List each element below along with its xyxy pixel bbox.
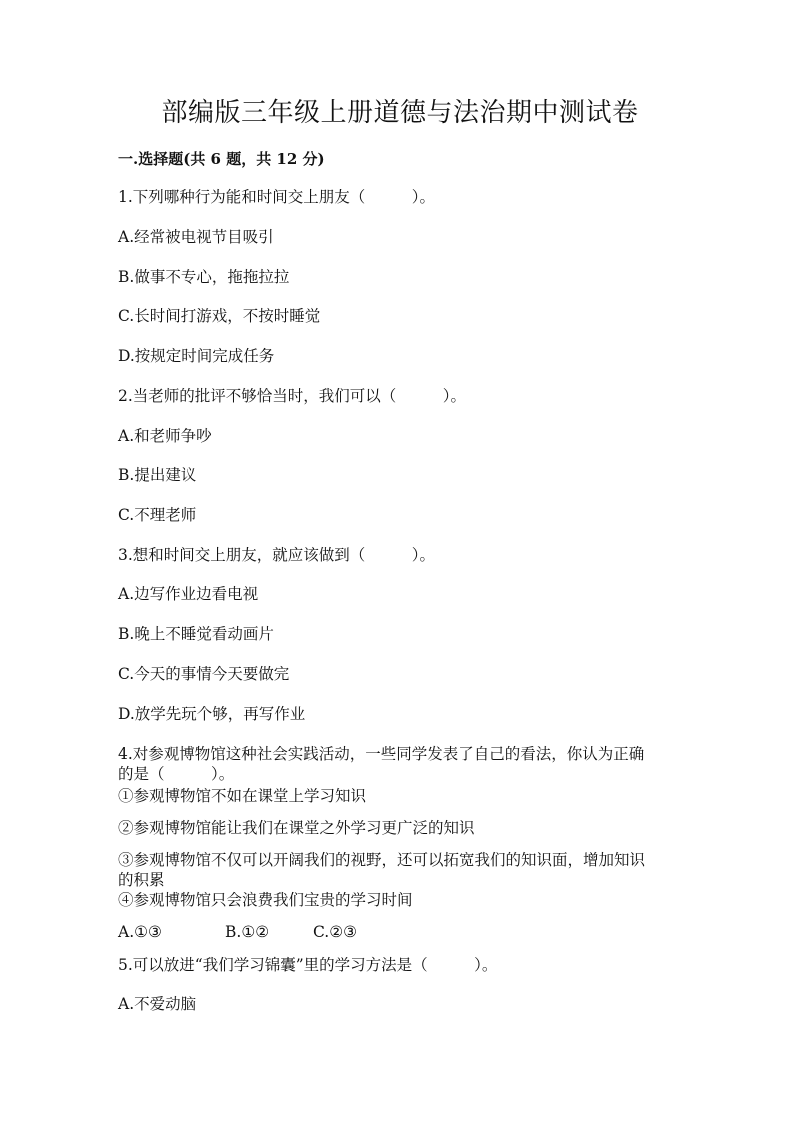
question-1-option-d: D.按规定时间完成任务 (118, 347, 275, 365)
page-title: 部编版三年级上册道德与法治期中测试卷 (161, 98, 639, 128)
section-heading: 一.选择题(共 6 题，共 12 分) (118, 150, 325, 168)
question-4-stem-line-1: 4.对参观博物馆这种社会实践活动，一些同学发表了自己的看法，你认为正确 (118, 745, 645, 763)
question-2-option-a: A.和老师争吵 (118, 427, 212, 445)
question-2-option-b: B.提出建议 (118, 466, 197, 484)
question-1-option-b: B.做事不专心，拖拖拉拉 (118, 268, 290, 286)
question-4-options (118, 923, 357, 941)
question-4-statement-4: ④参观博物馆只会浪费我们宝贵的学习时间 (118, 891, 413, 909)
question-4-statement-2: ②参观博物馆能让我们在课堂之外学习更广泛的知识 (118, 819, 475, 837)
question-4-option-c: C.②③ (313, 923, 358, 941)
question-3-option-b: B.晚上不睡觉看动画片 (118, 625, 274, 643)
question-3-stem: 3.想和时间交上朋友，就应该做到（ ）。 (118, 546, 436, 564)
question-3-option-a: A.边写作业边看电视 (118, 585, 259, 603)
question-1-option-a: A.经常被电视节目吸引 (118, 228, 274, 246)
question-4-statement-3-line-1: ③参观博物馆不仅可以开阔我们的视野，还可以拓宽我们的知识面，增加知识 (118, 851, 646, 869)
question-3-option-c: C.今天的事情今天要做完 (118, 665, 290, 683)
question-1-option-c: C.长时间打游戏，不按时睡觉 (118, 307, 321, 325)
question-4-option-a: A.①③ (118, 923, 162, 941)
question-2-stem: 2.当老师的批评不够恰当时，我们可以（ ）。 (118, 387, 467, 405)
question-5-stem: 5.可以放进“我们学习锦囊”里的学习方法是（ ）。 (118, 956, 498, 974)
question-4-statement-1: ①参观博物馆不如在课堂上学习知识 (118, 787, 367, 805)
question-4-statement-3-line-2: 的积累 (118, 871, 165, 889)
question-1-stem: 1.下列哪种行为能和时间交上朋友（ ）。 (118, 188, 436, 206)
question-4-stem-line-2: 的是（ ）。 (118, 765, 235, 783)
question-2-option-c: C.不理老师 (118, 506, 197, 524)
question-5-option-a: A.不爱动脑 (118, 995, 197, 1013)
question-3-option-d: D.放学先玩个够，再写作业 (118, 705, 306, 723)
question-4-option-b: B.①② (225, 923, 270, 941)
